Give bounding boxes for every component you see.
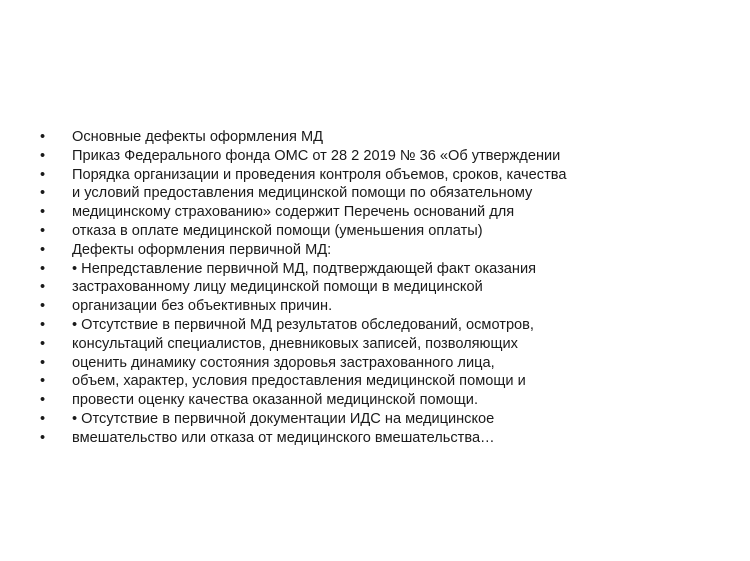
- bullet-icon: •: [40, 241, 46, 258]
- list-item-text: вмешательство или отказа от медицинского вмешательства…: [72, 429, 495, 446]
- list-item-text: провести оценку качества оказанной медицинской помощи.: [72, 392, 479, 409]
- bullet-icon: •: [40, 392, 46, 409]
- list-item-text: • Отсутствие в первичной МД результатов обследований, осмотров,: [72, 316, 534, 333]
- bullet-icon: •: [40, 166, 46, 183]
- bullet-icon: •: [40, 260, 46, 277]
- bullet-icon: •: [40, 222, 46, 239]
- list-item-text: и условий предоставления медицинской помощи по обязательному: [72, 185, 533, 202]
- list-item-text: застрахованному лицу медицинской помощи в медицинской: [72, 279, 483, 296]
- list-item-text: отказа в оплате медицинской помощи (уменьшения оплаты): [72, 222, 483, 239]
- list-item-text: медицинскому страхованию» содержит Перечень оснований для: [72, 204, 515, 221]
- list-item-text: Порядка организации и проведения контроля объемов, сроков, качества: [72, 166, 567, 183]
- list-item-text: Приказ Федерального фонда ОМС от 28 2 2019 № 36 «Об утверждении: [72, 147, 561, 164]
- list-item-text: организации без объективных причин.: [72, 298, 333, 315]
- list-item-text: объем, характер, условия предоставления медицинской помощи и: [72, 373, 526, 390]
- bullet-icon: •: [40, 279, 46, 296]
- bullet-icon: •: [40, 185, 46, 202]
- bullet-icon: •: [40, 373, 46, 390]
- bullet-icon: •: [40, 335, 46, 352]
- list-item-text: • Отсутствие в первичной документации ИДС на медицинское: [72, 410, 495, 427]
- list-item-text: Дефекты оформления первичной МД:: [72, 241, 332, 258]
- bullet-icon: •: [40, 429, 46, 446]
- list-item-text: оценить динамику состояния здоровья застрахованного лица,: [72, 354, 495, 371]
- bullet-icon: •: [40, 354, 46, 371]
- bullet-icon: •: [40, 410, 46, 427]
- bullet-icon: •: [40, 129, 46, 145]
- bullet-icon: •: [40, 147, 46, 164]
- bullet-icon: •: [40, 204, 46, 221]
- bullet-icon: •: [40, 298, 46, 315]
- bullet-icon: •: [40, 316, 46, 333]
- list-item-text: консультаций специалистов, дневниковых записей, позволяющих: [72, 335, 518, 352]
- list-item-text: • Непредставление первичной МД, подтверждающей факт оказания: [72, 260, 537, 277]
- list-item-text: Основные дефекты оформления МД: [72, 129, 324, 145]
